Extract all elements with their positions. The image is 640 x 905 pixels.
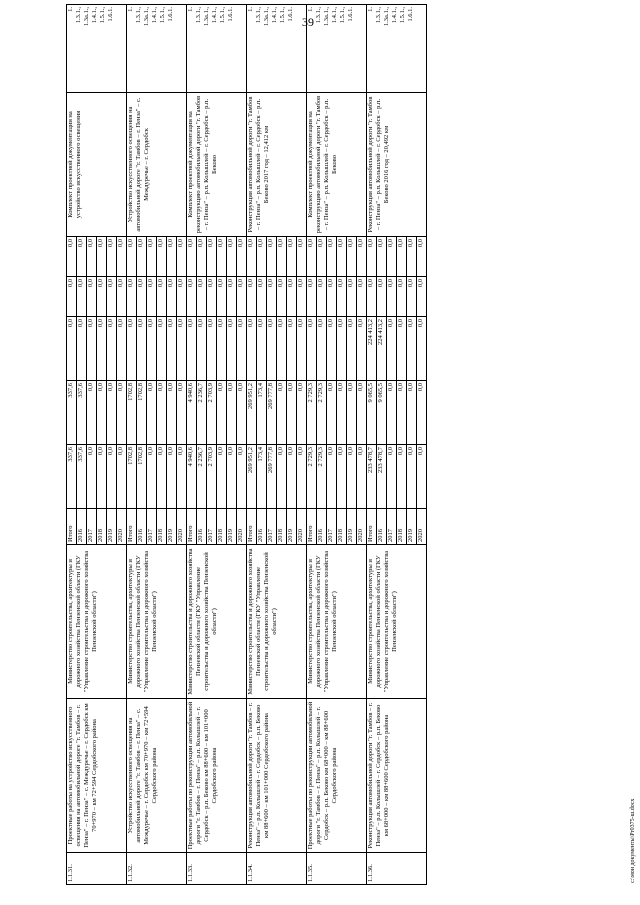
amount-cell: 0,0 [367,237,377,277]
amount-cell: 0,0 [297,317,307,381]
indicator-ref: 1.3.1., [375,7,382,24]
amount-cell: 2 703,9 [207,381,217,445]
amount-cell: 0,0 [227,237,237,277]
amount-cell: 0,0 [87,381,97,445]
year-cell: 2020 [117,509,127,545]
amount-cell: 9 065,5 [367,381,377,445]
executor-cell: Министерство строительства, архитектуры и дорожного хозяйства Пензенской области (ГКУ "Управление строительства и дорожного хозяйства Пензенской области") [367,545,427,699]
executor-cell: Министерство строительства, архитектуры и дорожного хозяйства Пензенской области (ГКУ "Управление строительства и дорожного хозяйства Пензенской области") [127,545,187,699]
amount-cell: 337,6 [77,381,87,445]
table-row [187,5,197,885]
amount-cell: 0,0 [187,317,197,381]
amount-cell: 0,0 [287,381,297,445]
indicator-ref: 1.3.1., [135,7,142,24]
amount-cell: 233 478,7 [377,445,387,509]
amount-cell: 0,0 [357,445,367,509]
amount-cell: 0,0 [407,277,417,317]
result-cell: Устройство искусственного освещения на автомобильной дороге "г. Тамбов – г. Пенза" – с. Междуречье – г. Сердобск [127,93,187,237]
amount-cell: 0,0 [237,237,247,277]
page-number: 39 [302,15,314,29]
indicator-refs-cell [187,5,247,93]
row-number-cell: 1.1.32. [127,853,187,885]
amount-cell: 337,6 [67,445,77,509]
year-cell: 2016 [137,509,147,545]
year-cell: 2018 [397,509,407,545]
amount-cell: 0,0 [277,445,287,509]
amount-cell: 0,0 [157,381,167,445]
amount-cell: 0,0 [317,277,327,317]
result-cell: Реконструкция автомобильной дороги "г. Тамбов – г. Пенза" – р.п. Колышлей – г. Сердобск – р.п. Беково 2017 год – 12,412 км [247,93,307,237]
row-number-cell: 1.1.31. [67,853,127,885]
indicator-ref: 1.4.1., [391,7,398,24]
amount-cell: 0,0 [247,317,257,381]
year-cell: 2017 [387,509,397,545]
amount-cell: 0,0 [237,277,247,317]
year-cell: 2016 [257,509,267,545]
year-cell: 2018 [217,509,227,545]
amount-cell: 0,0 [297,277,307,317]
indicator-ref: 1.6.1. [107,7,114,22]
amount-cell: 0,0 [397,381,407,445]
indicator-ref: 1.6.1. [167,7,174,22]
year-cell: 2018 [157,509,167,545]
amount-cell: 0,0 [337,317,347,381]
amount-cell: 0,0 [347,381,357,445]
amount-cell: 0,0 [147,445,157,509]
indicator-refs-cell [307,5,367,93]
amount-cell: 0,0 [107,237,117,277]
amount-cell: 0,0 [107,381,117,445]
amount-cell: 0,0 [347,445,357,509]
year-cell: 2017 [87,509,97,545]
year-cell: 2018 [277,509,287,545]
year-cell: 2019 [347,509,357,545]
amount-cell: 0,0 [167,277,177,317]
amount-cell: 0,0 [417,381,427,445]
row-number-cell: 1.1.35. [307,853,367,885]
result-cell: Комплект проектной документации на реконструкцию автомобильной дороги "г. Тамбов – г. Пенза" – р.п. Колышлей – г. Сердобск – р.п. Беково [307,93,367,237]
amount-cell: 0,0 [107,445,117,509]
amount-cell: 0,0 [397,445,407,509]
amount-cell: 0,0 [407,237,417,277]
indicator-ref: 1. [187,7,194,12]
indicator-ref: 1.5.1., [219,7,226,24]
amount-cell: 0,0 [407,317,417,381]
amount-cell: 0,0 [217,277,227,317]
amount-cell: 0,0 [97,317,107,381]
indicator-ref: 1.4.1., [271,7,278,24]
table-row [367,5,377,885]
amount-cell: 0,0 [337,277,347,317]
indicator-ref: 1.4.1., [331,7,338,24]
amount-cell: 0,0 [357,277,367,317]
amount-cell: 2 729,3 [307,445,317,509]
amount-cell: 2 236,7 [197,445,207,509]
amount-cell: 0,0 [367,277,377,317]
amount-cell: 0,0 [297,237,307,277]
amount-cell: 0,0 [67,237,77,277]
amount-cell: 173,4 [257,381,267,445]
measure-name-cell: Проектные работы по реконструкции автомобильной дороги "г. Тамбов – г. Пенза" – р.п. Колышлей – г. Сердобск – р.п. Беково км 88+600 – км 101+000 Сердобского района [187,699,247,853]
amount-cell: 0,0 [87,277,97,317]
amount-cell: 0,0 [297,381,307,445]
year-cell: 2017 [327,509,337,545]
amount-cell: 0,0 [247,237,257,277]
indicator-ref: 1.3а.1., [203,7,210,27]
amount-cell: 0,0 [217,445,227,509]
result-cell: Комплект проектной документации на устройство искусственного освещения [67,93,127,237]
indicator-ref: 1.4.1., [91,7,98,24]
amount-cell: 0,0 [357,317,367,381]
indicator-ref: 1.6.1. [287,7,294,22]
amount-cell: 0,0 [337,381,347,445]
amount-cell: 0,0 [277,381,287,445]
measure-name-cell: Реконструкция автомобильной дороги "г. Тамбов – г. Пенза" – р.п. Колышлей – г. Сердобск – р.п. Беково км 88+600 – км 101+000 Сердобского района [247,699,307,853]
indicator-ref: 1.3.1., [255,7,262,24]
amount-cell: 0,0 [167,237,177,277]
indicator-ref: 1.3.1., [195,7,202,24]
amount-cell: 269 777,8 [267,445,277,509]
amount-cell: 0,0 [227,317,237,381]
amount-cell: 0,0 [117,445,127,509]
amount-cell: 0,0 [257,277,267,317]
amount-cell: 0,0 [157,317,167,381]
indicator-ref: 1.5.1., [99,7,106,24]
indicator-ref: 1.3а.1., [263,7,270,27]
amount-cell: 0,0 [197,317,207,381]
year-cell: 2019 [107,509,117,545]
year-cell: Итого [247,509,257,545]
amount-cell: 0,0 [87,237,97,277]
table-row [127,5,137,885]
amount-cell: 0,0 [77,237,87,277]
amount-cell: 0,0 [417,277,427,317]
year-cell: 2019 [287,509,297,545]
executor-cell: Министерство строительства, архитектуры и дорожного хозяйства Пензенской области (ГКУ "Управление строительства и дорожного хозяйства Пензенской области") [307,545,367,699]
amount-cell: 0,0 [387,381,397,445]
year-cell: 2016 [197,509,207,545]
amount-cell: 0,0 [157,445,167,509]
amount-cell: 0,0 [387,445,397,509]
amount-cell: 0,0 [177,277,187,317]
year-cell: 2018 [97,509,107,545]
year-cell: Итого [307,509,317,545]
year-cell: 2020 [297,509,307,545]
amount-cell: 0,0 [327,237,337,277]
year-cell: 2017 [267,509,277,545]
executor-cell: Министерство строительства, архитектуры и дорожного хозяйства Пензенской области (ГКУ "Управление строительства и дорожного хозяйства Пензенской области") [67,545,127,699]
amount-cell: 2 236,7 [197,381,207,445]
amount-cell: 0,0 [207,317,217,381]
amount-cell: 0,0 [137,317,147,381]
amount-cell: 0,0 [227,277,237,317]
year-cell: 2020 [357,509,367,545]
amount-cell: 0,0 [277,277,287,317]
measure-name-cell: Проектные работы на устройство искусственного освещения на автомобильной дороге "г. Тамбов – г. Пенза" – г. Пенза" – с. Междуречье – г. Сердобск км 70+970 – км 72+594 Сердобского района [67,699,127,853]
amount-cell: 269 951,2 [247,445,257,509]
amount-cell: 0,0 [307,237,317,277]
amount-cell: 0,0 [127,237,137,277]
year-cell: 2016 [377,509,387,545]
indicator-refs-cell [367,5,427,93]
amount-cell: 1702,8 [127,381,137,445]
amount-cell: 0,0 [297,445,307,509]
amount-cell: 0,0 [397,277,407,317]
amount-cell: 0,0 [177,237,187,277]
amount-cell: 0,0 [67,317,77,381]
amount-cell: 224 413,2 [377,317,387,381]
footer-file-path: c:\мои документы\Pr0375-ш.docx [630,798,636,883]
amount-cell: 0,0 [407,445,417,509]
amount-cell: 0,0 [97,445,107,509]
indicator-ref: 1.4.1., [211,7,218,24]
amount-cell: 0,0 [97,277,107,317]
year-cell: 2017 [147,509,157,545]
amount-cell: 0,0 [127,277,137,317]
amount-cell: 0,0 [387,317,397,381]
amount-cell: 0,0 [267,317,277,381]
amount-cell: 9 065,5 [377,381,387,445]
amount-cell: 0,0 [347,277,357,317]
amount-cell: 0,0 [237,317,247,381]
amount-cell: 0,0 [147,317,157,381]
amount-cell: 0,0 [417,445,427,509]
amount-cell: 0,0 [157,237,167,277]
amount-cell: 0,0 [87,445,97,509]
indicator-ref: 1. [367,7,374,12]
amount-cell: 0,0 [177,317,187,381]
executor-cell: Министерство строительства и дорожного хозяйства Пензенской области (ГКУ "Управление строительства и дорожного хозяйства Пензенской области") [187,545,247,699]
amount-cell: 0,0 [147,277,157,317]
amount-cell: 0,0 [357,237,367,277]
amount-cell: 269 777,8 [267,381,277,445]
amount-cell: 0,0 [387,277,397,317]
amount-cell: 0,0 [347,237,357,277]
amount-cell: 0,0 [137,237,147,277]
amount-cell: 0,0 [67,277,77,317]
indicator-ref: 1.3а.1., [383,7,390,27]
amount-cell: 0,0 [167,381,177,445]
executor-cell: Министерство строительства и дорожного хозяйства Пензенской области (ГКУ "Управление строительства и дорожного хозяйства Пензенской области") [247,545,307,699]
indicator-ref: 1.5.1., [279,7,286,24]
year-cell: 2016 [77,509,87,545]
indicator-ref: 1.3.1., [75,7,82,24]
year-cell: 2016 [317,509,327,545]
amount-cell: 0,0 [397,317,407,381]
year-cell: Итого [127,509,137,545]
amount-cell: 0,0 [317,317,327,381]
table-row [307,5,317,885]
indicator-ref: 1.6.1. [407,7,414,22]
amount-cell: 0,0 [377,277,387,317]
year-cell: 2019 [407,509,417,545]
amount-cell: 1702,8 [137,381,147,445]
amount-cell: 0,0 [377,237,387,277]
amount-cell: 0,0 [227,445,237,509]
amount-cell: 224 413,2 [367,317,377,381]
amount-cell: 0,0 [387,237,397,277]
year-cell: 2020 [177,509,187,545]
amount-cell: 0,0 [267,237,277,277]
row-number-cell: 1.1.36. [367,853,427,885]
amount-cell: 0,0 [117,237,127,277]
amount-cell: 0,0 [147,237,157,277]
amount-cell: 0,0 [287,445,297,509]
amount-cell: 0,0 [257,237,267,277]
amount-cell: 0,0 [217,317,227,381]
program-table [66,4,427,885]
amount-cell: 0,0 [217,381,227,445]
amount-cell: 337,6 [67,381,77,445]
amount-cell: 2 703,9 [207,445,217,509]
amount-cell: 0,0 [187,237,197,277]
amount-cell: 0,0 [107,317,117,381]
amount-cell: 233 478,7 [367,445,377,509]
amount-cell: 2 729,3 [317,445,327,509]
table-row [67,5,77,885]
amount-cell: 2 729,3 [317,381,327,445]
indicator-refs-cell [247,5,307,93]
amount-cell: 0,0 [77,317,87,381]
amount-cell: 0,0 [247,277,257,317]
indicator-ref: 1. [127,7,134,12]
result-cell: Реконструкция автомобильной дороги "г. Тамбов – г. Пенза" – р.п. Колышлей – г. Сердобск – р.п. Беково 2016 год – 20,492 км [367,93,427,237]
indicator-ref: 1.3а.1., [83,7,90,27]
amount-cell: 0,0 [287,277,297,317]
amount-cell: 0,0 [357,381,367,445]
amount-cell: 0,0 [347,317,357,381]
amount-cell: 0,0 [97,237,107,277]
indicator-ref: 1. [67,7,74,12]
amount-cell: 0,0 [177,445,187,509]
amount-cell: 0,0 [187,277,197,317]
row-number-cell: 1.1.33. [187,853,247,885]
amount-cell: 0,0 [167,317,177,381]
year-cell: 2019 [227,509,237,545]
amount-cell: 0,0 [167,445,177,509]
amount-cell: 0,0 [327,381,337,445]
amount-cell: 0,0 [397,237,407,277]
amount-cell: 0,0 [287,237,297,277]
measure-name-cell: Проектные работы по реконструкции автомобильной дороги "г. Тамбов – г. Пенза" – р.п. Колышлей – г. Сердобск – р.п. Беково км 68+000 – км 88+600 Сердобского района [307,699,367,853]
amount-cell: 0,0 [127,317,137,381]
amount-cell: 1702,8 [127,445,137,509]
amount-cell: 0,0 [237,445,247,509]
amount-cell: 0,0 [117,277,127,317]
year-cell: 2020 [237,509,247,545]
result-cell: Комплект проектной документации на реконструкцию автомобильной дороги "г. Тамбов – г. Пенза" – р.п. Колышлей – г. Сердобск – р.п. Беково [187,93,247,237]
amount-cell: 0,0 [137,277,147,317]
amount-cell: 337,6 [77,445,87,509]
amount-cell: 0,0 [257,317,267,381]
amount-cell: 0,0 [207,277,217,317]
amount-cell: 0,0 [157,277,167,317]
year-cell: Итого [67,509,77,545]
amount-cell: 0,0 [117,381,127,445]
year-cell: Итого [367,509,377,545]
indicator-ref: 1.5.1., [339,7,346,24]
amount-cell: 0,0 [237,381,247,445]
amount-cell: 4 940,6 [187,445,197,509]
year-cell: 2019 [167,509,177,545]
year-cell: 2018 [337,509,347,545]
amount-cell: 0,0 [327,445,337,509]
amount-cell: 0,0 [97,381,107,445]
amount-cell: 0,0 [407,381,417,445]
amount-cell: 0,0 [337,237,347,277]
amount-cell: 0,0 [147,381,157,445]
amount-cell: 0,0 [327,277,337,317]
amount-cell: 0,0 [277,237,287,277]
year-cell: 2020 [417,509,427,545]
indicator-ref: 1.5.1., [399,7,406,24]
indicator-ref: 1. [247,7,254,12]
measure-name-cell: Устройство искусственного освещения на автомобильной дороге "г. Тамбов – г. Пенза" – с. Междуречье – г. Сердобск км 70+970 – км 72+594 Сердобского района [127,699,187,853]
amount-cell: 0,0 [107,277,117,317]
amount-cell: 0,0 [277,317,287,381]
amount-cell: 0,0 [197,237,207,277]
amount-cell: 1702,8 [137,445,147,509]
amount-cell: 0,0 [197,277,207,317]
indicator-refs-cell [67,5,127,93]
indicator-refs-cell [127,5,187,93]
amount-cell: 0,0 [267,277,277,317]
indicator-ref: 1.3а.1., [143,7,150,27]
measure-name-cell: Реконструкция автомобильной дороги "г. Тамбов – г. Пенза" – р.п. Колышлей – г. Сердобск – р.п. Беково км 68+000 – км 88+600 Сердобского района [367,699,427,853]
indicator-ref: 1.3.1., [315,7,322,24]
amount-cell: 0,0 [87,317,97,381]
indicator-ref: 1.4.1., [151,7,158,24]
amount-cell: 0,0 [417,237,427,277]
indicator-ref: 1.5.1., [159,7,166,24]
amount-cell: 0,0 [177,381,187,445]
amount-cell: 0,0 [227,381,237,445]
amount-cell: 4 940,6 [187,381,197,445]
amount-cell: 2 729,3 [307,381,317,445]
year-cell: 2017 [207,509,217,545]
indicator-ref: 1.6.1. [347,7,354,22]
amount-cell: 173,4 [257,445,267,509]
amount-cell: 269 951,2 [247,381,257,445]
amount-cell: 0,0 [207,237,217,277]
indicator-ref: 1.6.1. [227,7,234,22]
amount-cell: 0,0 [117,317,127,381]
table-row [247,5,257,885]
amount-cell: 0,0 [327,317,337,381]
amount-cell: 0,0 [287,317,297,381]
row-number-cell: 1.1.34. [247,853,307,885]
year-cell: Итого [187,509,197,545]
amount-cell: 0,0 [317,237,327,277]
amount-cell: 0,0 [417,317,427,381]
amount-cell: 0,0 [307,277,317,317]
amount-cell: 0,0 [217,237,227,277]
indicator-ref: 1.3а.1., [323,7,330,27]
indicator-ref: 1. [307,7,314,12]
amount-cell: 0,0 [337,445,347,509]
amount-cell: 0,0 [307,317,317,381]
amount-cell: 0,0 [77,277,87,317]
